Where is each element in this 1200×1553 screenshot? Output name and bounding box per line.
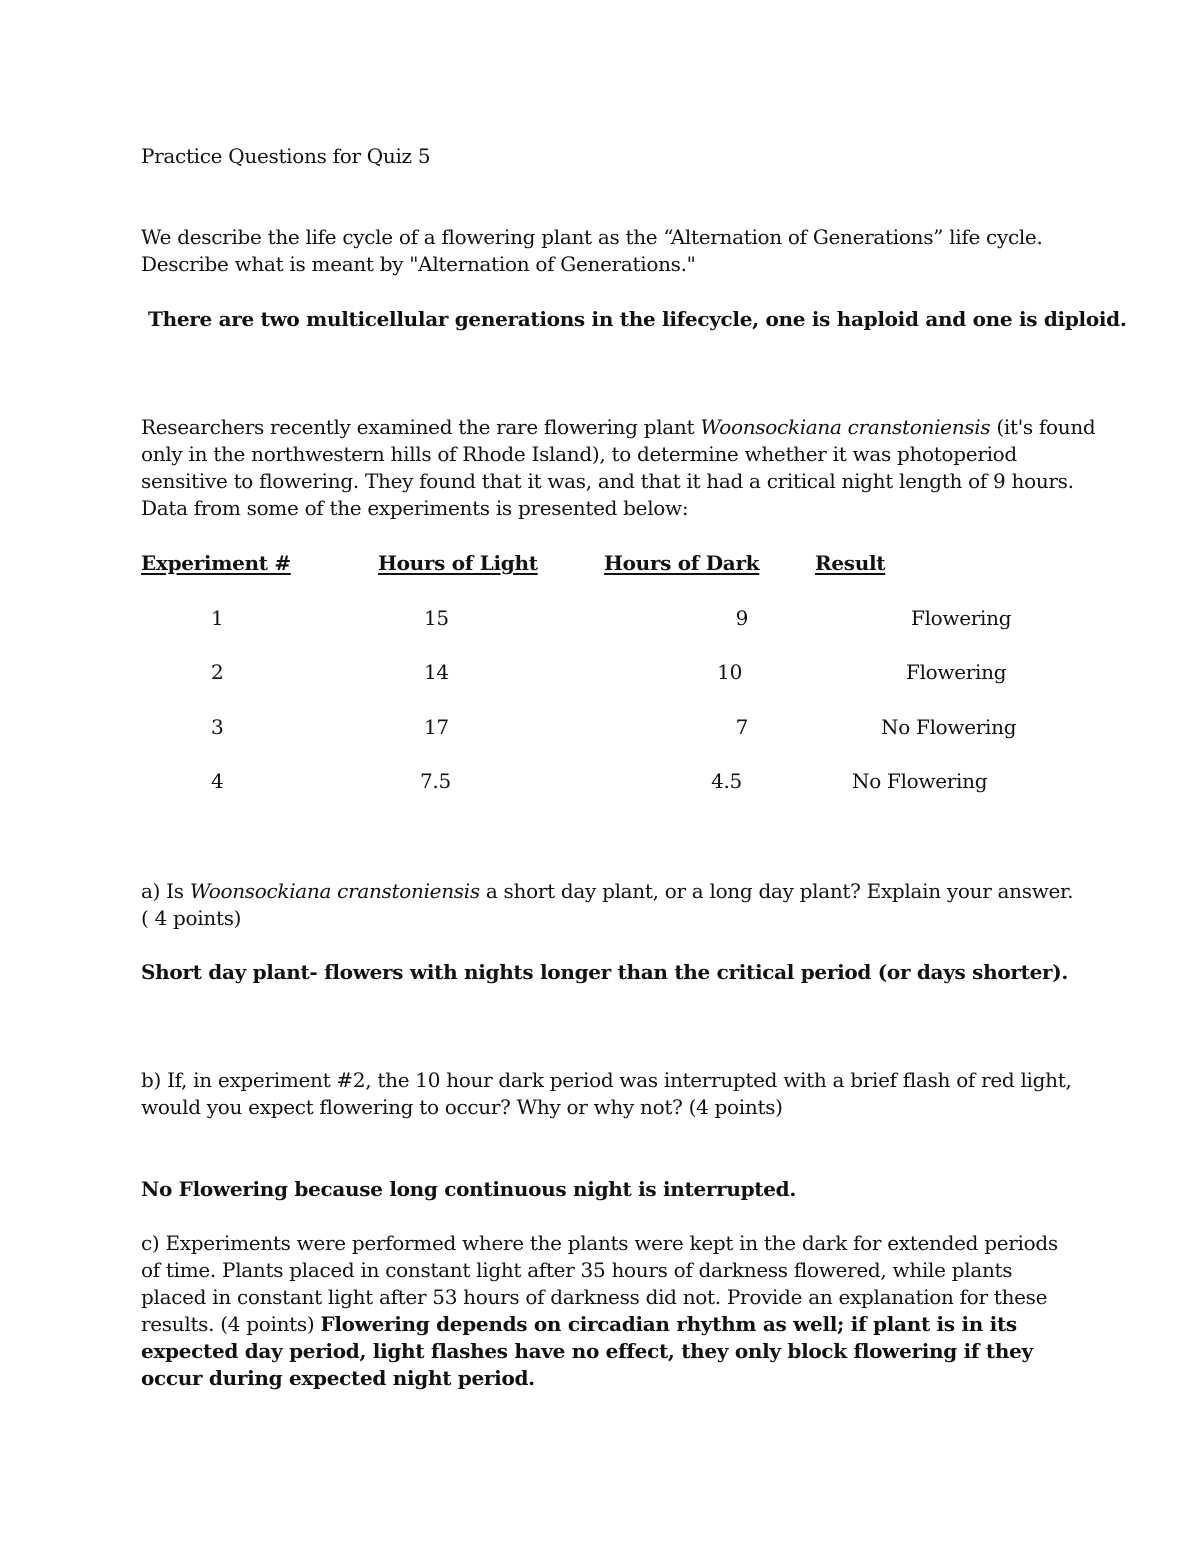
question-a-start: a) Is [141,879,190,903]
question-1-line-1: We describe the life cycle of a flowering plant as the “Alternation of Generations” life cycle. [141,225,1043,249]
question-b-line-1: b) If, in experiment #2, the 10 hour dark period was interrupted with a brief flash of red light, [141,1068,1072,1092]
cell-light: 14 [424,660,449,684]
question-1-line-2: Describe what is meant by "Alternation of Generations." [141,252,696,276]
intro-line-3: sensitive to flowering. They found that it was, and that it had a critical night length of 9 hours. [141,469,1074,493]
cell-dark: 10 [717,660,742,684]
intro-line-1 [141,414,1095,441]
cell-light: 7.5 [420,769,451,793]
intro-line-2: only in the northwestern hills of Rhode Island), to determine whether it was photoperiod [141,442,1017,466]
question-a-line-1 [141,878,1073,905]
species-name: Woonsockiana cranstoniensis [189,879,480,903]
question-a-end: a short day plant, or a long day plant? Explain your answer. [479,879,1074,903]
header-experiment: Experiment # [141,551,291,575]
cell-dark: 4.5 [711,769,742,793]
cell-experiment: 3 [211,715,224,739]
intro-line-1-start: Researchers recently examined the rare flowering plant [141,415,701,439]
header-result: Result [815,551,886,575]
question-1-answer: There are two multicellular generations in the lifecycle, one is haploid and one is diploid. [148,307,1127,331]
cell-light: 15 [424,606,449,630]
question-c-text: c) Experiments were performed where the plants were kept in the dark for extended periods of time. Plants placed in constant light after 35 hours of darkness flowered, while plants placed in constant light after 53 hours of darkness did not. Provide an explanation for these results. (4 points) [141,1231,1058,1336]
header-hours-light: Hours of Light [378,551,538,575]
cell-result: No Flowering [852,769,988,793]
cell-experiment: 4 [211,769,224,793]
cell-experiment: 2 [211,660,224,684]
cell-result: Flowering [906,660,1007,684]
document-title: Practice Questions for Quiz 5 [141,144,431,168]
question-a-points: ( 4 points) [141,906,242,930]
intro-line-1-end: (it's found [990,415,1096,439]
cell-result: No Flowering [881,715,1017,739]
cell-dark: 9 [735,606,748,630]
cell-dark: 7 [735,715,748,739]
cell-result: Flowering [911,606,1012,630]
question-a-answer: Short day plant- flowers with nights longer than the critical period (or days shorter). [141,960,1069,984]
cell-light: 17 [424,715,449,739]
question-c [141,1230,1071,1392]
question-b-line-2: would you expect flowering to occur? Why or why not? (4 points) [141,1095,783,1119]
question-c-answer: Flowering depends on circadian rhythm as well; if plant is in its expected day period, light flashes have no effect, they only block flowering if they occur during expected night period. [141,1312,1033,1390]
header-hours-dark: Hours of Dark [604,551,760,575]
cell-experiment: 1 [211,606,224,630]
question-b-answer: No Flowering because long continuous night is interrupted. [141,1177,797,1201]
intro-line-4: Data from some of the experiments is presented below: [141,496,689,520]
species-name: Woonsockiana cranstoniensis [700,415,991,439]
